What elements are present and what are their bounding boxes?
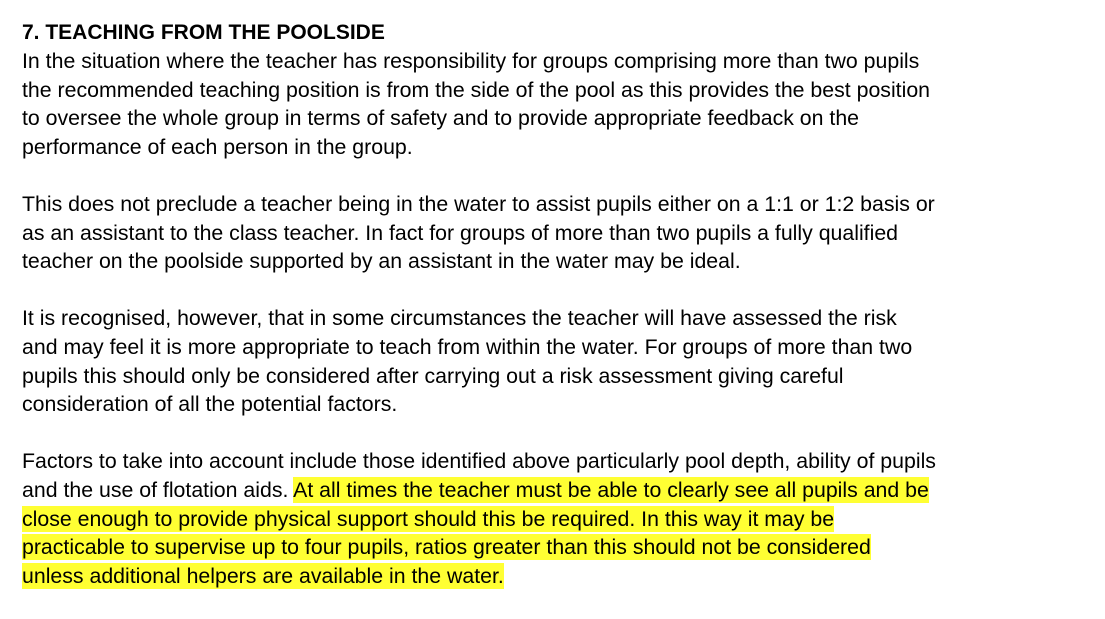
section-heading: 7. TEACHING FROM THE POOLSIDE [22, 21, 385, 44]
paragraph-line [22, 562, 1097, 591]
paragraph-line: teacher on the poolside supported by an assistant in the water may be ideal. [22, 249, 741, 274]
highlighted-text: At all times the teacher must be able to clearly see all pupils and be [293, 477, 929, 502]
plain-text: and the use of flotation aids. [22, 477, 294, 502]
paragraph-line: Factors to take into account include those identified above particularly pool depth, ability of pupils [22, 449, 936, 474]
paragraph-line: In the situation where the teacher has responsibility for groups comprising more than two pupils [22, 49, 920, 73]
paragraph-1 [22, 47, 1097, 161]
paragraph-line [22, 533, 1097, 562]
paragraph-line [22, 505, 1097, 534]
paragraph-2 [22, 190, 1097, 276]
paragraph-line: and may feel it is more appropriate to teach from within the water. For groups of more than two [22, 334, 913, 359]
highlighted-text: practicable to supervise up to four pupils, ratios greater than this should not be considered [22, 535, 871, 560]
paragraph-line: pupils this should only be considered after carrying out a risk assessment giving careful [22, 363, 844, 388]
paragraph-line: the recommended teaching position is from the side of the pool as this provides the best position [22, 77, 931, 102]
paragraph-line: as an assistant to the class teacher. In fact for groups of more than two pupils a fully qualified [22, 220, 899, 245]
document-page [22, 18, 1097, 619]
paragraph-line: It is recognised, however, that in some circumstances the teacher will have assessed the risk [22, 306, 897, 331]
paragraph-line: This does not preclude a teacher being in the water to assist pupils either on a 1:1 or 1:2 basis or [22, 191, 935, 216]
paragraph-3 [22, 304, 1097, 418]
paragraph-line: consideration of all the potential factors. [22, 392, 398, 417]
paragraph-line: performance of each person in the group. [22, 134, 413, 159]
highlighted-text: close enough to provide physical support should this be required. In this way it may be [22, 506, 835, 531]
highlighted-text: unless additional helpers are available in the water. [22, 563, 504, 588]
paragraph-4 [22, 447, 1097, 590]
paragraph-line: to oversee the whole group in terms of safety and to provide appropriate feedback on the [22, 106, 860, 131]
paragraph-line [22, 476, 1097, 505]
